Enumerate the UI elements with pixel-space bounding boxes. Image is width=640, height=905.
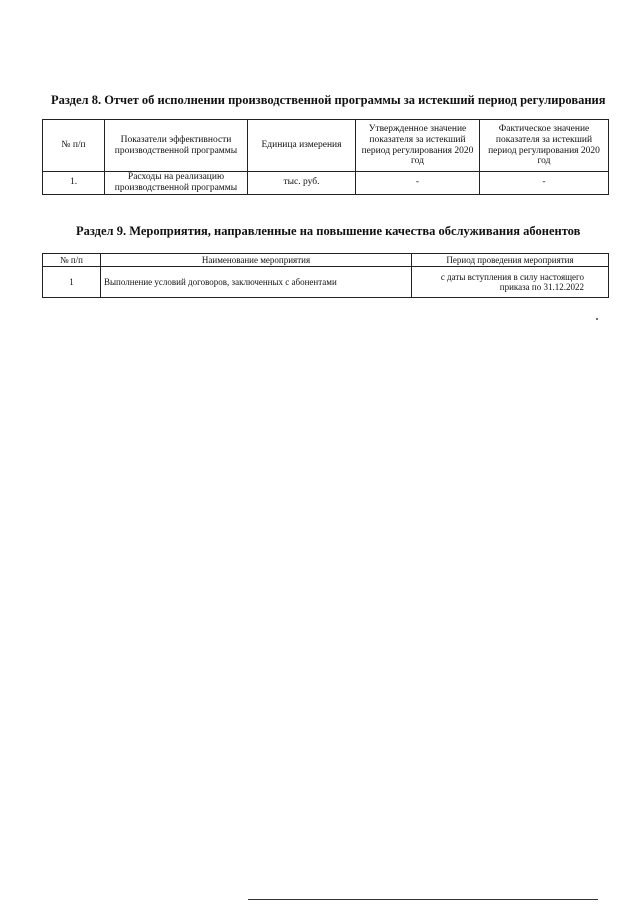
- cell-number: 1: [43, 267, 101, 298]
- header-indicators: Показатели эффективности производственной программы: [105, 120, 248, 172]
- cell-number: 1.: [43, 172, 105, 195]
- service-quality-measures-table: [42, 253, 609, 298]
- table-row: [43, 172, 609, 195]
- header-approved-value: Утвержденное значение показателя за истекший период регулирования 2020 год: [356, 120, 480, 172]
- table-header-row: [43, 120, 609, 172]
- cell-indicator: Расходы на реализацию производственной программы: [105, 172, 248, 195]
- cell-approved-value: -: [356, 172, 480, 195]
- bottom-rule: [248, 899, 598, 900]
- header-measure-name: Наименование мероприятия: [101, 254, 412, 267]
- cell-measure-name: Выполнение условий договоров, заключенных с абонентами: [101, 267, 412, 298]
- cell-period: с даты вступления в силу настоящего приказа по 31.12.2022: [412, 267, 609, 298]
- table-header-row: [43, 254, 609, 267]
- section-9-title: Раздел 9. Мероприятия, направленные на повышение качества обслуживания абонентов: [76, 224, 581, 238]
- cell-unit: тыс. руб.: [248, 172, 356, 195]
- header-number: № п/п: [43, 254, 101, 267]
- production-program-report-table: [42, 119, 609, 195]
- cell-actual-value: -: [480, 172, 609, 195]
- header-period: Период проведения мероприятия: [412, 254, 609, 267]
- scan-speck: [596, 318, 598, 320]
- header-unit: Единица измерения: [248, 120, 356, 172]
- section-8-title: Раздел 8. Отчет об исполнении производственной программы за истекший период регулирования: [51, 93, 606, 107]
- table-row: [43, 267, 609, 298]
- header-actual-value: Фактическое значение показателя за истекший период регулирования 2020 год: [480, 120, 609, 172]
- header-number: № п/п: [43, 120, 105, 172]
